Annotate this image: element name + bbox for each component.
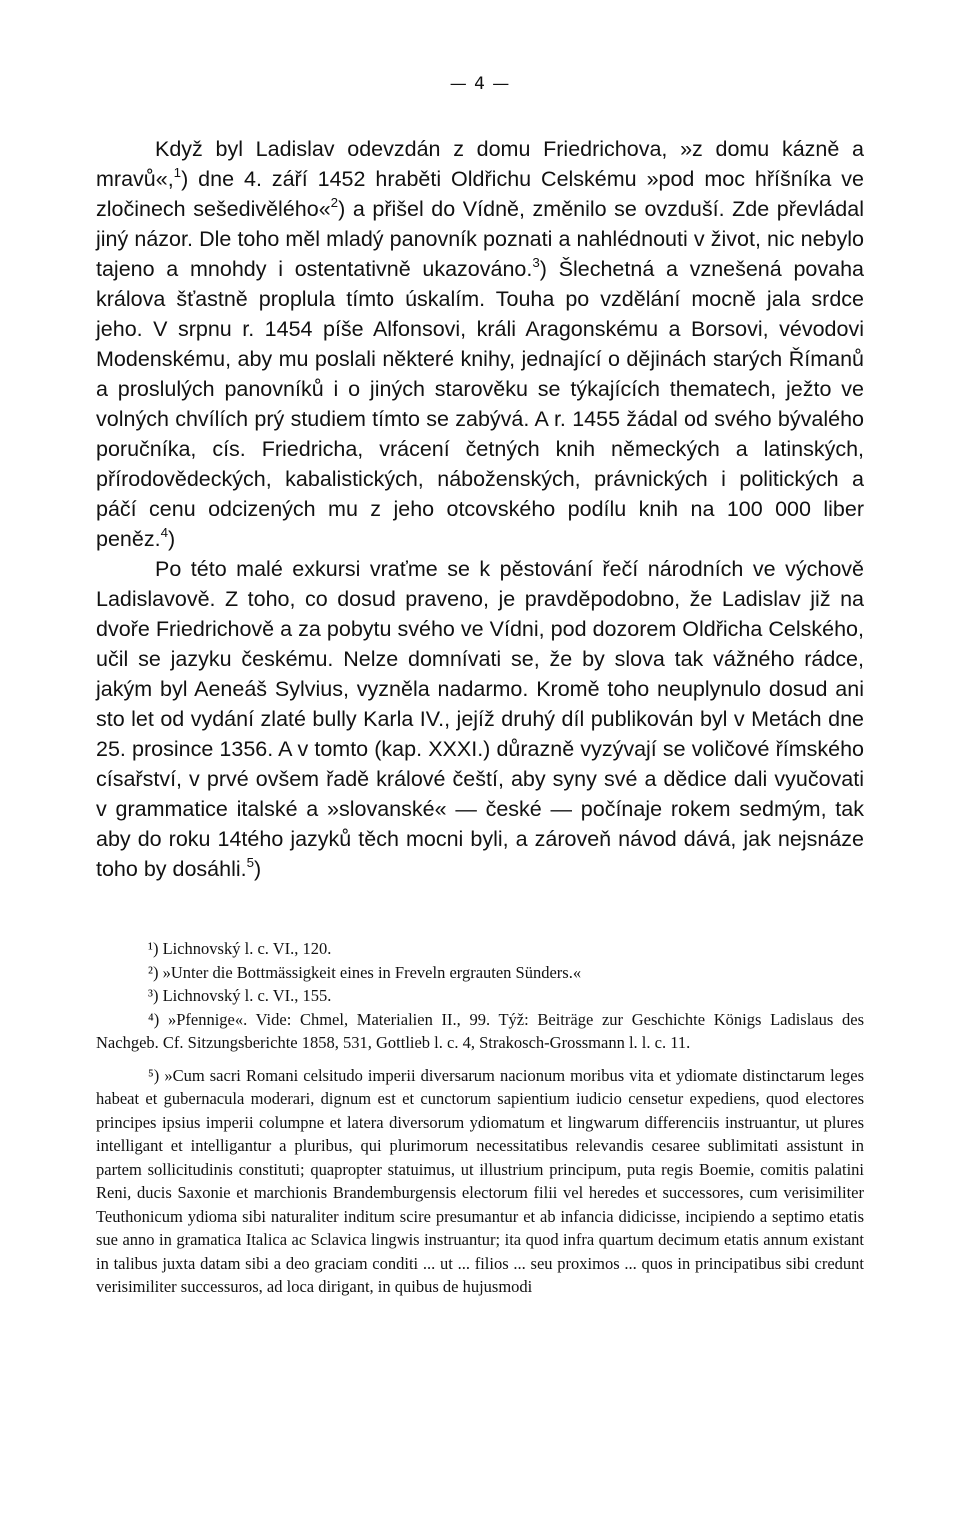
text-run: Po této malé exkursi vraťme se k pěstování řečí národních ve výchově Ladislavově. Z toho, co dosud praveno, je pravděpodobno, že Ladislav již na dvoře Friedrichově a za pobytu svého ve Vídni, pod dozorem Oldřicha Celského, učil se jazyku českému. Nelze domnívati se, že by slova tak vážného rádce, jakým byl Aeneáš Sylvius, vyzněla nadarmo. Kromě toho neuplynulo dosud ani sto let od vydání zlaté bully Karla IV., jejíž druhý díl publikován byl v Metách dne 25. prosince 1356. A v tomto (kap. XXXI.) důrazně vyzývají se voličové římského císařství, v prvé ovšem řadě králové čeští, aby syny své a dědice dali vyučovati v grammatice italské a »slovanské« — české — počínaje rokem sedmým, tak aby do roku 14tého jazyků těch mocni byli, a zároveň návod dává, jak nejsnáze toho by dosáhli. <box>96 557 864 881</box>
footnote-ref-4: 4 <box>160 524 168 540</box>
footnote-ref-2: 2 <box>330 194 339 210</box>
footnote-3 <box>96 984 864 1008</box>
text-run: ) dne 4. září 1452 hraběti Oldřichu Celskému »pod moc hříšníka ve zločinech sešedivělého« <box>96 167 864 221</box>
footnote-5 <box>96 1064 864 1299</box>
page-number: — 4 — <box>449 74 511 94</box>
text-run: Když byl Ladislav odevzdán z domu Friedrichova, »z domu kázně a mravů«, <box>96 137 864 191</box>
footnote-ref-5: 5 <box>246 854 255 870</box>
footnote-text: ) »Unter die Bottmässigkeit eines in Freveln ergrauten Sünders.« <box>152 962 582 982</box>
paragraph-2 <box>96 554 864 884</box>
footnote-4 <box>96 1008 864 1055</box>
text-run: ) <box>167 527 176 551</box>
footnote-mark: ² <box>148 962 153 982</box>
footnote-text: ) Lichnovský l. c. VI., 155. <box>152 986 332 1005</box>
footnote-text: ) »Pfennige«. Vide: Chmel, Materialien II., 99. Týž: Beiträge zur Geschichte Königs Ladislaus des Nachgeb. Cf. Sitzungsberichte 1858, 531, Gottlieb l. c. 4, Strakosch-Grossmann l. l. c. 11. <box>96 1009 864 1052</box>
footnote-ref-3: 3 <box>532 254 540 270</box>
footnote-2 <box>96 961 864 985</box>
footnotes <box>96 937 864 1299</box>
footnote-text: ) »Cum sacri Romani celsitudo imperii diversarum nacionum moribus vita et ydiomate distinctarum leges habeat et gubernacula moderari, dignum est et cunctorum sapientium iudicio censetur expediens, quod electores principes ipsius imperii columpne et latera diversorum ydiomatum et lingwarum differenciis instruantur, ut plures intelligant et intelligantur a pluribus, qui plurimorum necessitatibus relevandis cesaree sublimitati assistunt in partem sollicitudinis constituti; quapropter statuimus, ut illustrium principum, puta regis Boemie, comitis palatini Reni, ducis Saxonie et marchionis Brandemburgensis electorum filii vel heredes et successores, cum verisimiliter Teuthonicum ydioma sibi naturaliter inditum scire presumantur et ab infancia didicisse, incipiendo a septimo etatis sue anno in gramatica Italica ac Sclavica lingwis instruantur; ita quod infra quartum decimum etatis annum existant in talibus juxta datam sibi a deo graciam conditi ... ut ... filios ... seu proximos ... quos in principatibus sibi credunt verisimiliter successuros, ad loca dirigant, in quibus de hujusmodi <box>96 1065 864 1296</box>
footnote-mark: ⁴ <box>148 1009 154 1029</box>
footnote-ref-1: 1 <box>173 164 182 180</box>
paragraph-1 <box>96 134 864 554</box>
text-run: ) a přišel do Vídně, změnilo se ovzduší. Zde převládal jiný názor. Dle toho měl mladý panovník poznati a nahlédnouti v život, nic nebylo tajeno a mnohdy i ostentativně ukazováno. <box>96 197 864 281</box>
text-run: ) Šlechetná a vznešená povaha králova šťastně proplula tímto úskalím. Touha po vzdělání mocně jala srdce jeho. V srpnu r. 1454 píše Alfonsovi, králi Aragonskému a Borsovi, vévodovi Modenskému, aby mu poslali některé knihy, jednající o dějinách starých Římanů a proslulých panovníků i o jiných starověku se týkajících thematech, ježto ve volných chvílích prý studiem tímto se zabývá. A r. 1455 žádal od svého bývalého poručníka, cís. Friedricha, vrácení četných knih německých a latinských, přírodovědeckých, kabalistických, náboženských, právnických i politických a páčí cenu odcizených mu z jeho otcovského podílu knih na 100 000 liber peněz. <box>96 257 864 551</box>
text-run: ) <box>254 857 262 881</box>
main-text <box>96 134 864 884</box>
footnote-mark: ³ <box>148 986 153 1005</box>
footnote-1 <box>96 937 864 961</box>
footnote-text: ) Lichnovský l. c. VI., 120. <box>152 939 332 958</box>
footnote-mark: ⁵ <box>148 1065 154 1085</box>
footnote-mark: ¹ <box>148 939 153 958</box>
